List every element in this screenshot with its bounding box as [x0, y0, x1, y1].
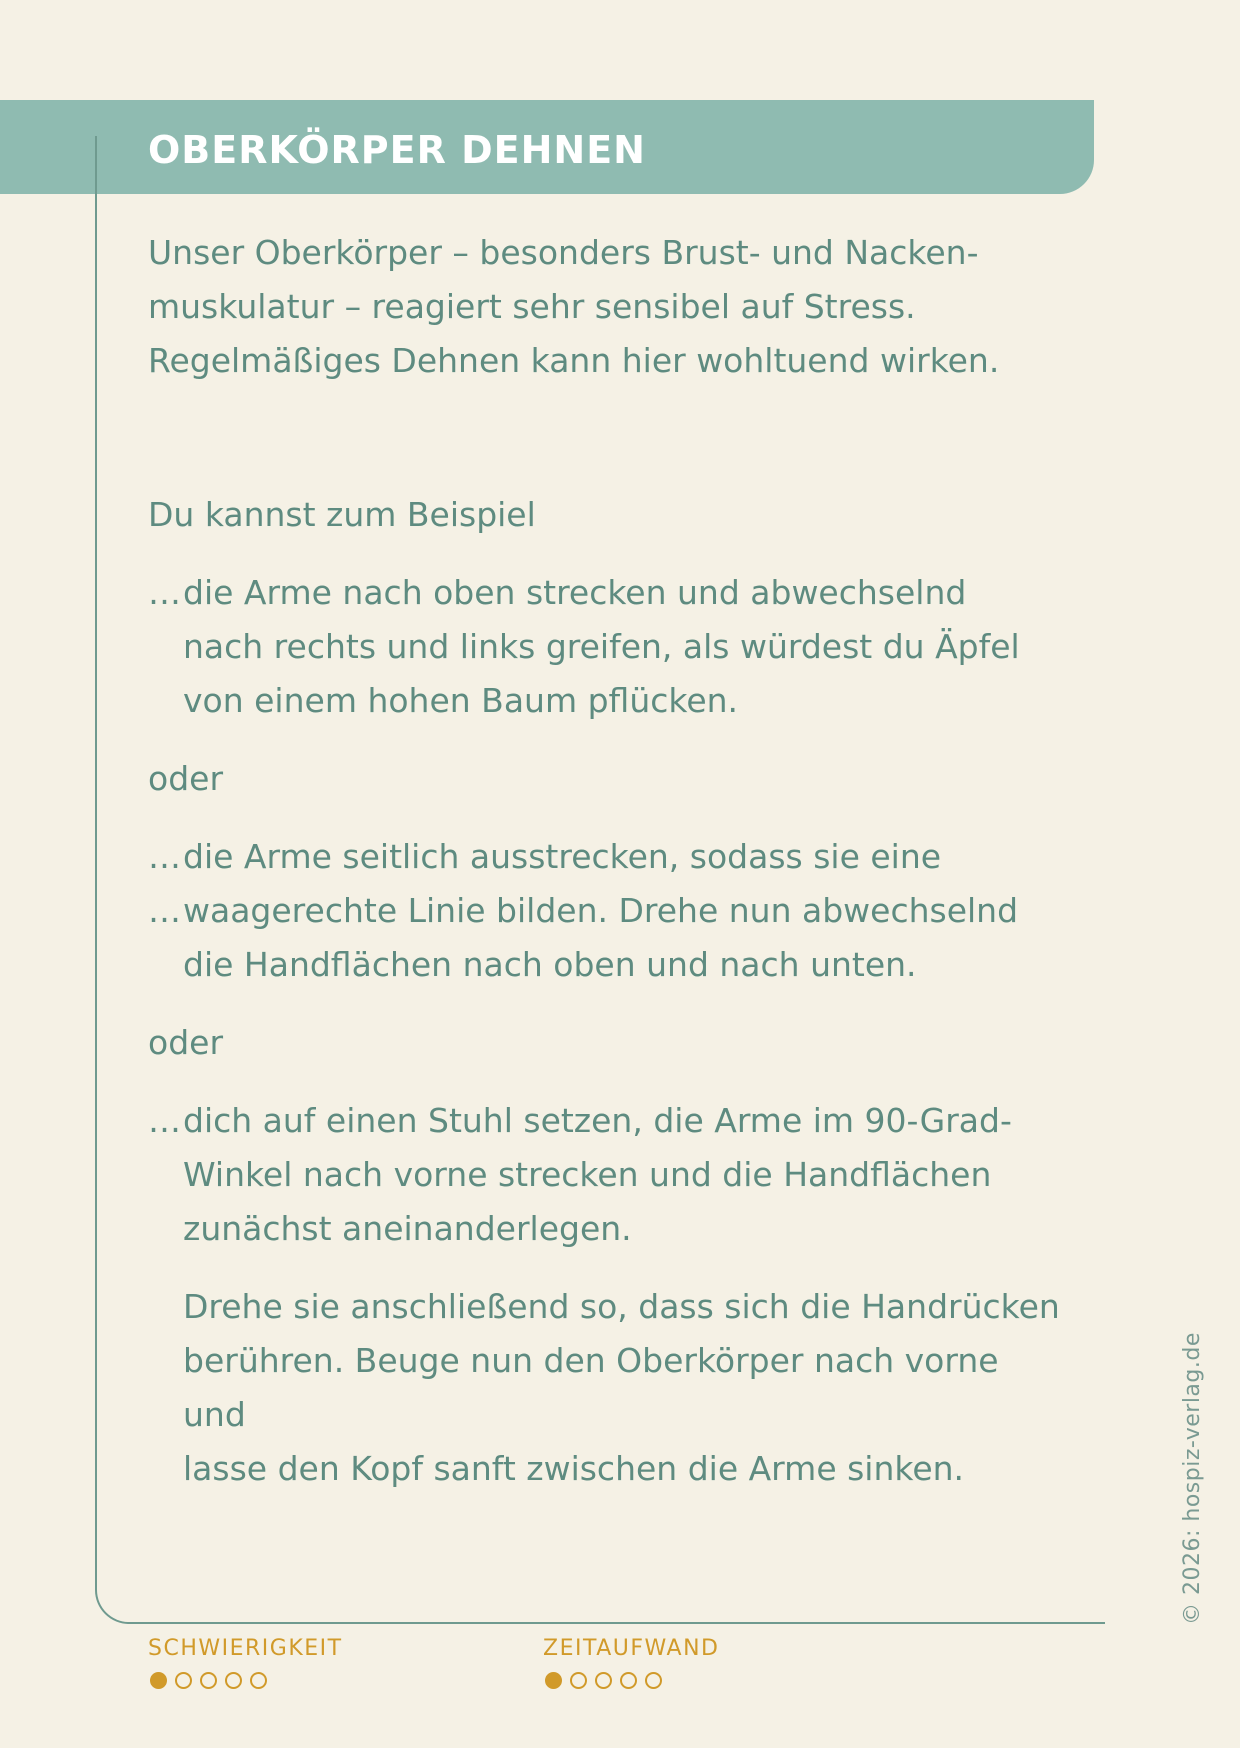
rating-dot-filled	[545, 1672, 562, 1689]
copyright-notice: © 2026: hospiz-verlag.de	[1180, 1332, 1205, 1625]
extra-paragraph	[148, 1280, 1068, 1496]
ellipsis-marker	[148, 674, 183, 728]
option-line: die Arme seitlich ausstrecken, sodass sie eine	[183, 837, 942, 876]
rating-dot-empty	[250, 1672, 267, 1689]
difficulty-label: SCHWIERIGKEIT	[148, 1636, 343, 1661]
rating-dot-empty	[570, 1672, 587, 1689]
extra-line: berühren. Beuge nun den Oberkörper nach vorne und	[183, 1341, 999, 1434]
option-line: Winkel nach vorne strecken und die Handflächen	[183, 1155, 992, 1194]
rating-dot-empty	[200, 1672, 217, 1689]
ellipsis-marker	[148, 1148, 183, 1202]
rating-dot-empty	[620, 1672, 637, 1689]
option-line: die Arme nach oben strecken und abwechselnd	[183, 573, 967, 612]
ellipsis-marker	[148, 620, 183, 674]
intro-line: Regelmäßiges Dehnen kann hier wohltuend wirken.	[148, 341, 1000, 380]
option-item	[148, 566, 1068, 728]
difficulty-rating	[150, 1672, 267, 1689]
time-rating	[545, 1672, 662, 1689]
conjunction-text: oder	[148, 759, 224, 798]
lead-text: Du kannst zum Beispiel	[148, 495, 536, 534]
time-label: ZEITAUFWAND	[543, 1636, 720, 1661]
option-line: dich auf einen Stuhl setzen, die Arme im 90-Grad-	[183, 1101, 1012, 1140]
ellipsis-marker: …	[148, 573, 181, 612]
extra-line: lasse den Kopf sanft zwischen die Arme sinken.	[183, 1449, 965, 1488]
ellipsis-marker	[148, 938, 183, 992]
intro-line: muskulatur – reagiert sehr sensibel auf Stress.	[148, 287, 916, 326]
option-line: nach rechts und links greifen, als würdest du Äpfel	[183, 627, 1020, 666]
extra-line: Drehe sie anschließend so, dass sich die Handrücken	[183, 1287, 1060, 1326]
option-item	[148, 1094, 1068, 1256]
ellipsis-marker: …	[148, 837, 181, 876]
ellipsis-marker: …	[148, 891, 181, 930]
rating-dot-empty	[225, 1672, 242, 1689]
conjunction-text: oder	[148, 1023, 224, 1062]
intro-line: Unser Oberkörper – besonders Brust- und Nacken-	[148, 233, 979, 272]
rating-dot-filled	[150, 1672, 167, 1689]
ellipsis-marker	[148, 1202, 183, 1256]
page-title: OBERKÖRPER DEHNEN	[148, 128, 646, 172]
ellipsis-marker: …	[148, 1101, 181, 1140]
rating-dot-empty	[175, 1672, 192, 1689]
intro-paragraph	[148, 226, 1068, 388]
option-line: waagerechte Linie bilden. Drehe nun abwechselnd	[183, 891, 1019, 930]
option-line: zunächst aneinanderlegen.	[183, 1209, 632, 1248]
card-content	[148, 226, 1068, 1496]
option-line: die Handflächen nach oben und nach unten.	[183, 945, 917, 984]
rating-dot-empty	[595, 1672, 612, 1689]
option-item	[148, 830, 1068, 992]
rating-dot-empty	[645, 1672, 662, 1689]
option-line: von einem hohen Baum pflücken.	[183, 681, 739, 720]
